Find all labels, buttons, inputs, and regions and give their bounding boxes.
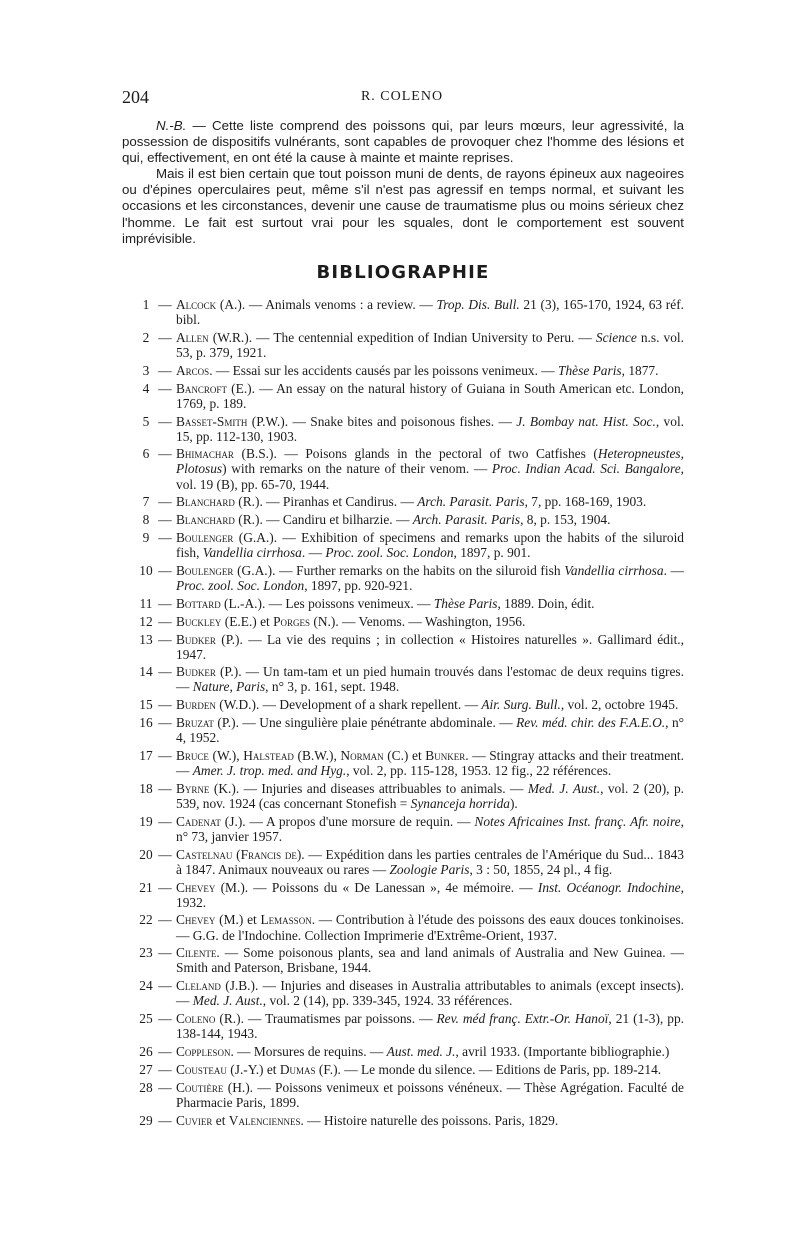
reference-entry [138,1062,684,1077]
reference-title-italic: Amer. J. trop. med. and Hyg. [192,763,347,779]
reference-entry [138,781,684,811]
reference-title-italic: Proc. zool. Soc. London [325,545,454,561]
reference-title-italic: Heteropneustes, Plotosus [176,446,684,477]
reference-text [176,414,684,444]
reference-title-italic: Proc. Indian Acad. Sci. Bangalore [491,461,681,477]
reference-text [176,814,684,844]
reference-dash: — [158,631,172,647]
reference-entry [138,847,684,877]
reference-entry [138,494,684,509]
reference-author: Blanchard (R.) [176,494,260,510]
reference-fragment: , 1877. [621,362,659,378]
reference-author: Bhimachar (B.S.) [176,446,274,462]
reference-number: 15 [139,697,153,713]
reference-text [176,781,684,811]
intro-paragraph-1 [122,118,684,166]
reference-dash: — [158,446,172,462]
reference-entry [138,363,684,378]
reference-title-italic: Vandellia cirrhosa [564,562,664,578]
reference-fragment: . — Poissons venimeux et poissons vénéneux. — Thèse Agrégation. Faculté de Pharmacie Paris, 1899. [176,1079,684,1110]
reference-number: 19 [139,813,153,829]
reference-text [176,1113,684,1128]
reference-title-italic: Science [595,329,637,345]
reference-dash: — [158,846,172,862]
bibliography-heading: BIBLIOGRAPHIE [316,262,490,283]
reference-fragment: . — Histoire naturelle des poissons. Paris, 1829. [300,1112,559,1128]
reference-fragment: . — Un tam-tam et un pied humain trouvés dans l'estomac de deux requins tigres. — [176,664,684,695]
reference-title-italic: Proc. zool. Soc. London [176,577,305,593]
reference-fragment: . — Essai sur les accidents causés par les poissons venimeux. — [209,362,559,378]
reference-text [176,880,684,910]
reference-text [176,847,684,877]
reference-text [176,530,684,560]
reference-fragment: . — Stingray attacks and their treatment. — [176,748,684,779]
reference-text [176,297,684,327]
reference-dash: — [158,595,172,611]
reference-number: 14 [139,664,153,680]
reference-number: 11 [139,595,153,611]
reference-text [176,1080,684,1110]
reference-fragment: . — [301,545,326,561]
reference-text [176,446,684,491]
reference-number: 21 [139,879,153,895]
reference-text [176,614,684,629]
reference-author: Porges (N.) [273,613,336,629]
reference-dash: — [158,380,172,396]
reference-fragment: ) with remarks on the nature of their venom. — [222,461,492,477]
reference-number: 13 [139,631,153,647]
reference-number: 16 [139,715,153,731]
reference-author: Budker (P.) [176,631,240,647]
reference-text [176,512,684,527]
reference-author: Budker (P.) [176,664,239,680]
reference-text [176,697,684,712]
reference-title-italic: Inst. Océanogr. Indochine [537,879,681,895]
reference-fragment: . — Morsures de requins. — [230,1044,387,1060]
reference-number: 27 [139,1061,153,1077]
reference-fragment: , n° 4, 1952. [176,715,685,746]
reference-fragment: et [256,613,274,629]
reference-text [176,945,684,975]
reference-text [176,381,684,411]
reference-fragment: . — Le monde du silence. — Editions de Paris, pp. 189-214. [337,1061,662,1077]
reference-author: Coleno (R.) [176,1011,241,1027]
reference-title-italic: Air. Surg. Bull. [481,697,561,713]
reference-entry [138,715,684,745]
reference-fragment: et [243,912,261,928]
reference-fragment: . — An essay on the natural history of Guiana in South American etc. London, 1769, p. 189. [176,380,684,411]
reference-entry [138,1044,684,1059]
reference-entry [138,748,684,778]
page-number: 204 [122,87,149,107]
reference-fragment: , [236,748,244,764]
reference-text [176,715,684,745]
page-header [122,87,682,107]
reference-fragment: . — Development of a shark repellent. — [255,697,482,713]
reference-text [176,494,684,509]
reference-author: Cleland (J.B.) [176,978,255,994]
reference-author: Cilente [176,945,217,961]
reference-entry [138,1113,684,1128]
reference-text [176,1044,684,1059]
reference-author: Bunker [425,748,466,764]
reference-entry [138,1011,684,1041]
reference-fragment: . — Piranhas et Candirus. — [259,494,418,510]
reference-dash: — [158,562,172,578]
reference-dash: — [158,879,172,895]
reference-fragment: . — Candiru et bilharzie. — [259,512,413,528]
reference-author: Halstead (B.W.) [243,748,334,764]
reference-dash: — [158,494,172,510]
reference-entry [138,697,684,712]
reference-fragment: . — Further remarks on the habits on the siluroid fish [272,562,565,578]
reference-fragment: . — Une singulière plaie pénétrante abdominale. — [235,715,517,731]
reference-fragment: . — Snake bites and poisonous fishes. — [284,413,517,429]
reference-text [176,748,684,778]
reference-fragment: . — Les poissons venimeux. — [261,595,434,611]
running-title: R. COLENO [360,89,444,104]
reference-author: Lemasson [260,912,312,928]
reference-fragment: , vol. 15, pp. 112-130, 1903. [176,413,685,444]
reference-number: 9 [142,530,150,546]
reference-fragment: , avril 1933. (Importante bibliographie.) [455,1044,670,1060]
reference-title-italic: Med. J. Aust. [192,993,263,1009]
reference-fragment: . — La vie des requins ; in collection « Histoires naturelles ». Gallimard édit., 1947. [176,631,684,662]
reference-dash: — [158,978,172,994]
reference-dash: — [158,329,172,345]
reference-entry [138,614,684,629]
reference-author: Bottard (L.-A.) [176,595,262,611]
reference-entry [138,945,684,975]
reference-title-italic: Notes Africaines Inst. franç. Afr. noire [474,813,681,829]
reference-entry [138,512,684,527]
reference-author: Valenciennes [228,1112,301,1128]
reference-author: Boulenger (G.A.) [176,530,274,546]
reference-author: Arcos [176,362,210,378]
reference-dash: — [158,813,172,829]
reference-number: 12 [139,613,153,629]
reference-title-italic: Rev. méd franç. Extr.-Or. Hanoï [436,1011,609,1027]
reference-dash: — [158,780,172,796]
reference-author: Buckley (E.E.) [176,613,257,629]
reference-entry [138,330,684,360]
reference-text [176,632,684,662]
reference-fragment: . — A propos d'une morsure de requin. — [242,813,475,829]
reference-fragment: . — Contribution à l'étude des poissons des eaux douces tonkinoises. — G.G. de l'Indochine. Collection Imprimerie d'Extrême-Orient, 1937. [176,912,685,943]
reference-number: 23 [139,945,153,961]
reference-fragment: . — Poisons glands in the pectoral of two Catfishes ( [273,446,598,462]
reference-title-italic: J. Bombay nat. Hist. Soc. [516,413,656,429]
reference-fragment: , n° 73, janvier 1957. [176,813,684,844]
reference-fragment: . — Some poisonous plants, sea and land animals of Australia and New Guinea. — Smith and Paterson, Brisbane, 1944. [176,945,684,976]
reference-entry [138,414,684,444]
nb-label: N.-B. [156,118,187,133]
reference-author: Chevey (M.) [176,879,245,895]
intro-paragraph-1-text: — Cette liste comprend des poissons qui, par leurs mœurs, leur agressivité, la possession de dispositifs vulnérants, sont capables de provoquer chez l'homme des lésions et qui, effectivement, en ont été la cause à mainte et mainte reprises. [122,118,684,166]
reference-title-italic: Thèse Paris [433,595,498,611]
reference-author: Coppleson [176,1044,231,1060]
reference-author: Norman (C.) [340,748,409,764]
reference-fragment: . — Exhibition of specimens and remarks upon the habits of the siluroid fish, [176,530,684,561]
reference-author: Cousteau (J.-Y.) [176,1061,264,1077]
reference-number: 7 [142,494,150,510]
reference-entry [138,912,684,942]
reference-fragment: . — Venoms. — Washington, 1956. [335,613,526,629]
reference-dash: — [158,512,172,528]
reference-author: Bruce (W.) [176,748,237,764]
reference-dash: — [158,613,172,629]
reference-title-italic: Zoologie Paris [389,861,470,877]
reference-entry [138,632,684,662]
reference-fragment: . — [663,562,684,578]
reference-fragment: , n° 3, p. 161, sept. 1948. [265,679,400,695]
reference-fragment: . — Animals venoms : a review. — [241,297,437,312]
reference-fragment: , [333,748,341,764]
reference-title-italic: Arch. Parasit. Paris [417,494,525,510]
intro-paragraph-2: Mais il est bien certain que tout poisson muni de dents, de rayons épineux aux nageoires ou d'épines operculaires peut, même s'il n'est pas agressif en temps normal, et suivant les occasions et les circonstances, devenir une cause de traumatisme plus ou moins sérieux chez l'homme. Le fait est surtout vrai pour les squales, dont le comportement est souvent imprévisible. [122,166,684,246]
reference-entry [138,978,684,1008]
reference-entry [138,297,684,327]
reference-fragment: . — The centennial expedition of Indian University to Peru. — [248,329,596,345]
reference-text [176,978,684,1008]
reference-entry [138,814,684,844]
reference-author: Bancroft (E.) [176,380,252,396]
reference-title-italic: Rev. méd. chir. des F.A.E.O. [516,715,666,731]
reference-fragment: . — Poissons du « De Lanessan », 4e mémoire. — [244,879,538,895]
reference-dash: — [158,362,172,378]
reference-number: 20 [139,846,153,862]
reference-title-italic: Nature, Paris [192,679,266,695]
reference-fragment: . — Traumatismes par poissons. — [240,1011,437,1027]
reference-dash: — [158,530,172,546]
reference-title-italic: Trop. Dis. Bull. [436,297,520,312]
reference-author: Cuvier [176,1112,213,1128]
reference-fragment: , vol. 2 (14), pp. 339-345, 1924. 33 références. [262,993,513,1009]
reference-dash: — [158,748,172,764]
reference-fragment: , 1897, p. 901. [453,545,531,561]
reference-text [176,363,684,378]
reference-number: 4 [142,380,150,396]
reference-author: Boulenger (G.A.) [176,562,273,578]
reference-fragment: ). [509,795,518,811]
reference-fragment: et [263,1061,280,1077]
reference-dash: — [158,1079,172,1095]
reference-number: 5 [142,413,150,429]
reference-fragment: et [408,748,426,764]
reference-author: Coutière (H.) [176,1079,250,1095]
reference-number: 1 [142,297,150,312]
reference-entry [138,446,684,491]
reference-title-italic: Aust. med. J. [386,1044,456,1060]
reference-number: 17 [139,748,153,764]
reference-fragment: 21 (3), 165-170, 1924, 63 réf. bibl. [176,297,685,328]
reference-title-italic: Med. J. Aust. [527,780,601,796]
reference-fragment: , vol. 2 (20), p. 539, nov. 1924 (cas concernant Stonefish = [176,780,684,811]
reference-title-italic: Vandellia cirrhosa [202,545,302,561]
reference-author: Burden (W.D.) [176,697,256,713]
reference-list [138,297,684,1130]
reference-fragment: n.s. vol. 53, p. 379, 1921. [176,329,684,360]
reference-author: Castelnau (Francis de) [176,846,302,862]
reference-fragment: , vol. 2, octobre 1945. [560,697,679,713]
reference-dash: — [158,715,172,731]
reference-entry [138,880,684,910]
reference-fragment: , 1897, pp. 920-921. [304,577,413,593]
reference-dash: — [158,1044,172,1060]
reference-entry [138,1080,684,1110]
reference-text [176,563,684,593]
reference-number: 22 [139,912,153,928]
reference-author: Allen (W.R.) [176,329,249,345]
reference-dash: — [158,664,172,680]
reference-number: 2 [142,329,150,345]
reference-number: 8 [142,512,150,528]
reference-author: Byrne (K.) [176,780,236,796]
reference-fragment: , vol. 19 (B), pp. 65-70, 1944. [176,461,685,492]
reference-fragment: . — Injuries and diseases attribuables to animals. — [235,780,528,796]
reference-text [176,1011,684,1041]
reference-author: Bruzat (P.) [176,715,236,731]
reference-author: Blanchard (R.) [176,512,260,528]
reference-author: Dumas (F.) [279,1061,338,1077]
intro-note [122,118,684,247]
reference-fragment: et [212,1112,229,1128]
reference-number: 25 [139,1011,153,1027]
reference-dash: — [158,297,172,312]
reference-entry [138,563,684,593]
reference-dash: — [158,1061,172,1077]
reference-number: 29 [139,1112,153,1128]
reference-number: 18 [139,780,153,796]
reference-number: 10 [139,562,153,578]
reference-number: 28 [139,1079,153,1095]
reference-text [176,664,684,694]
reference-title-italic: Arch. Parasit. Paris [412,512,521,528]
reference-fragment: , 8, p. 153, 1904. [520,512,611,528]
reference-dash: — [158,697,172,713]
reference-fragment: , 1932. [176,879,684,910]
reference-text [176,1062,684,1077]
reference-number: 26 [139,1044,153,1060]
reference-entry [138,381,684,411]
reference-text [176,912,684,942]
reference-author: Cadenat (J.) [176,813,243,829]
reference-fragment: , 7, pp. 168-169, 1903. [524,494,647,510]
reference-fragment: . — Injuries and diseases in Australia attributables to animals (except insects). — [176,978,684,1009]
reference-fragment: , 3 : 50, 1855, 24 pl., 4 fig. [469,861,613,877]
reference-dash: — [158,1112,172,1128]
reference-fragment: , 1889. Doin, édit. [497,595,595,611]
reference-title-italic: Thèse Paris [558,362,622,378]
reference-entry [138,664,684,694]
reference-number: 6 [142,446,150,462]
reference-dash: — [158,413,172,429]
reference-dash: — [158,1011,172,1027]
reference-title-italic: Synanceja horrida [410,795,510,811]
reference-author: Alcock (A.) [176,297,242,312]
reference-number: 3 [142,362,150,378]
reference-text [176,596,684,611]
reference-fragment: . — Expédition dans les parties centrales de l'Amérique du Sud... 1843 à 1847. Animaux nouveaux ou rares — [176,846,684,877]
reference-entry [138,530,684,560]
reference-text [176,330,684,360]
reference-fragment: , 21 (1-3), pp. 138-144, 1943. [176,1011,684,1042]
reference-author: Basset-Smith (P.W.) [176,413,285,429]
reference-author: Chevey (M.) [176,912,244,928]
reference-dash: — [158,912,172,928]
reference-number: 24 [139,978,153,994]
reference-entry [138,596,684,611]
reference-dash: — [158,945,172,961]
reference-fragment: , vol. 2, pp. 115-128, 1953. 12 fig., 22 références. [346,763,612,779]
